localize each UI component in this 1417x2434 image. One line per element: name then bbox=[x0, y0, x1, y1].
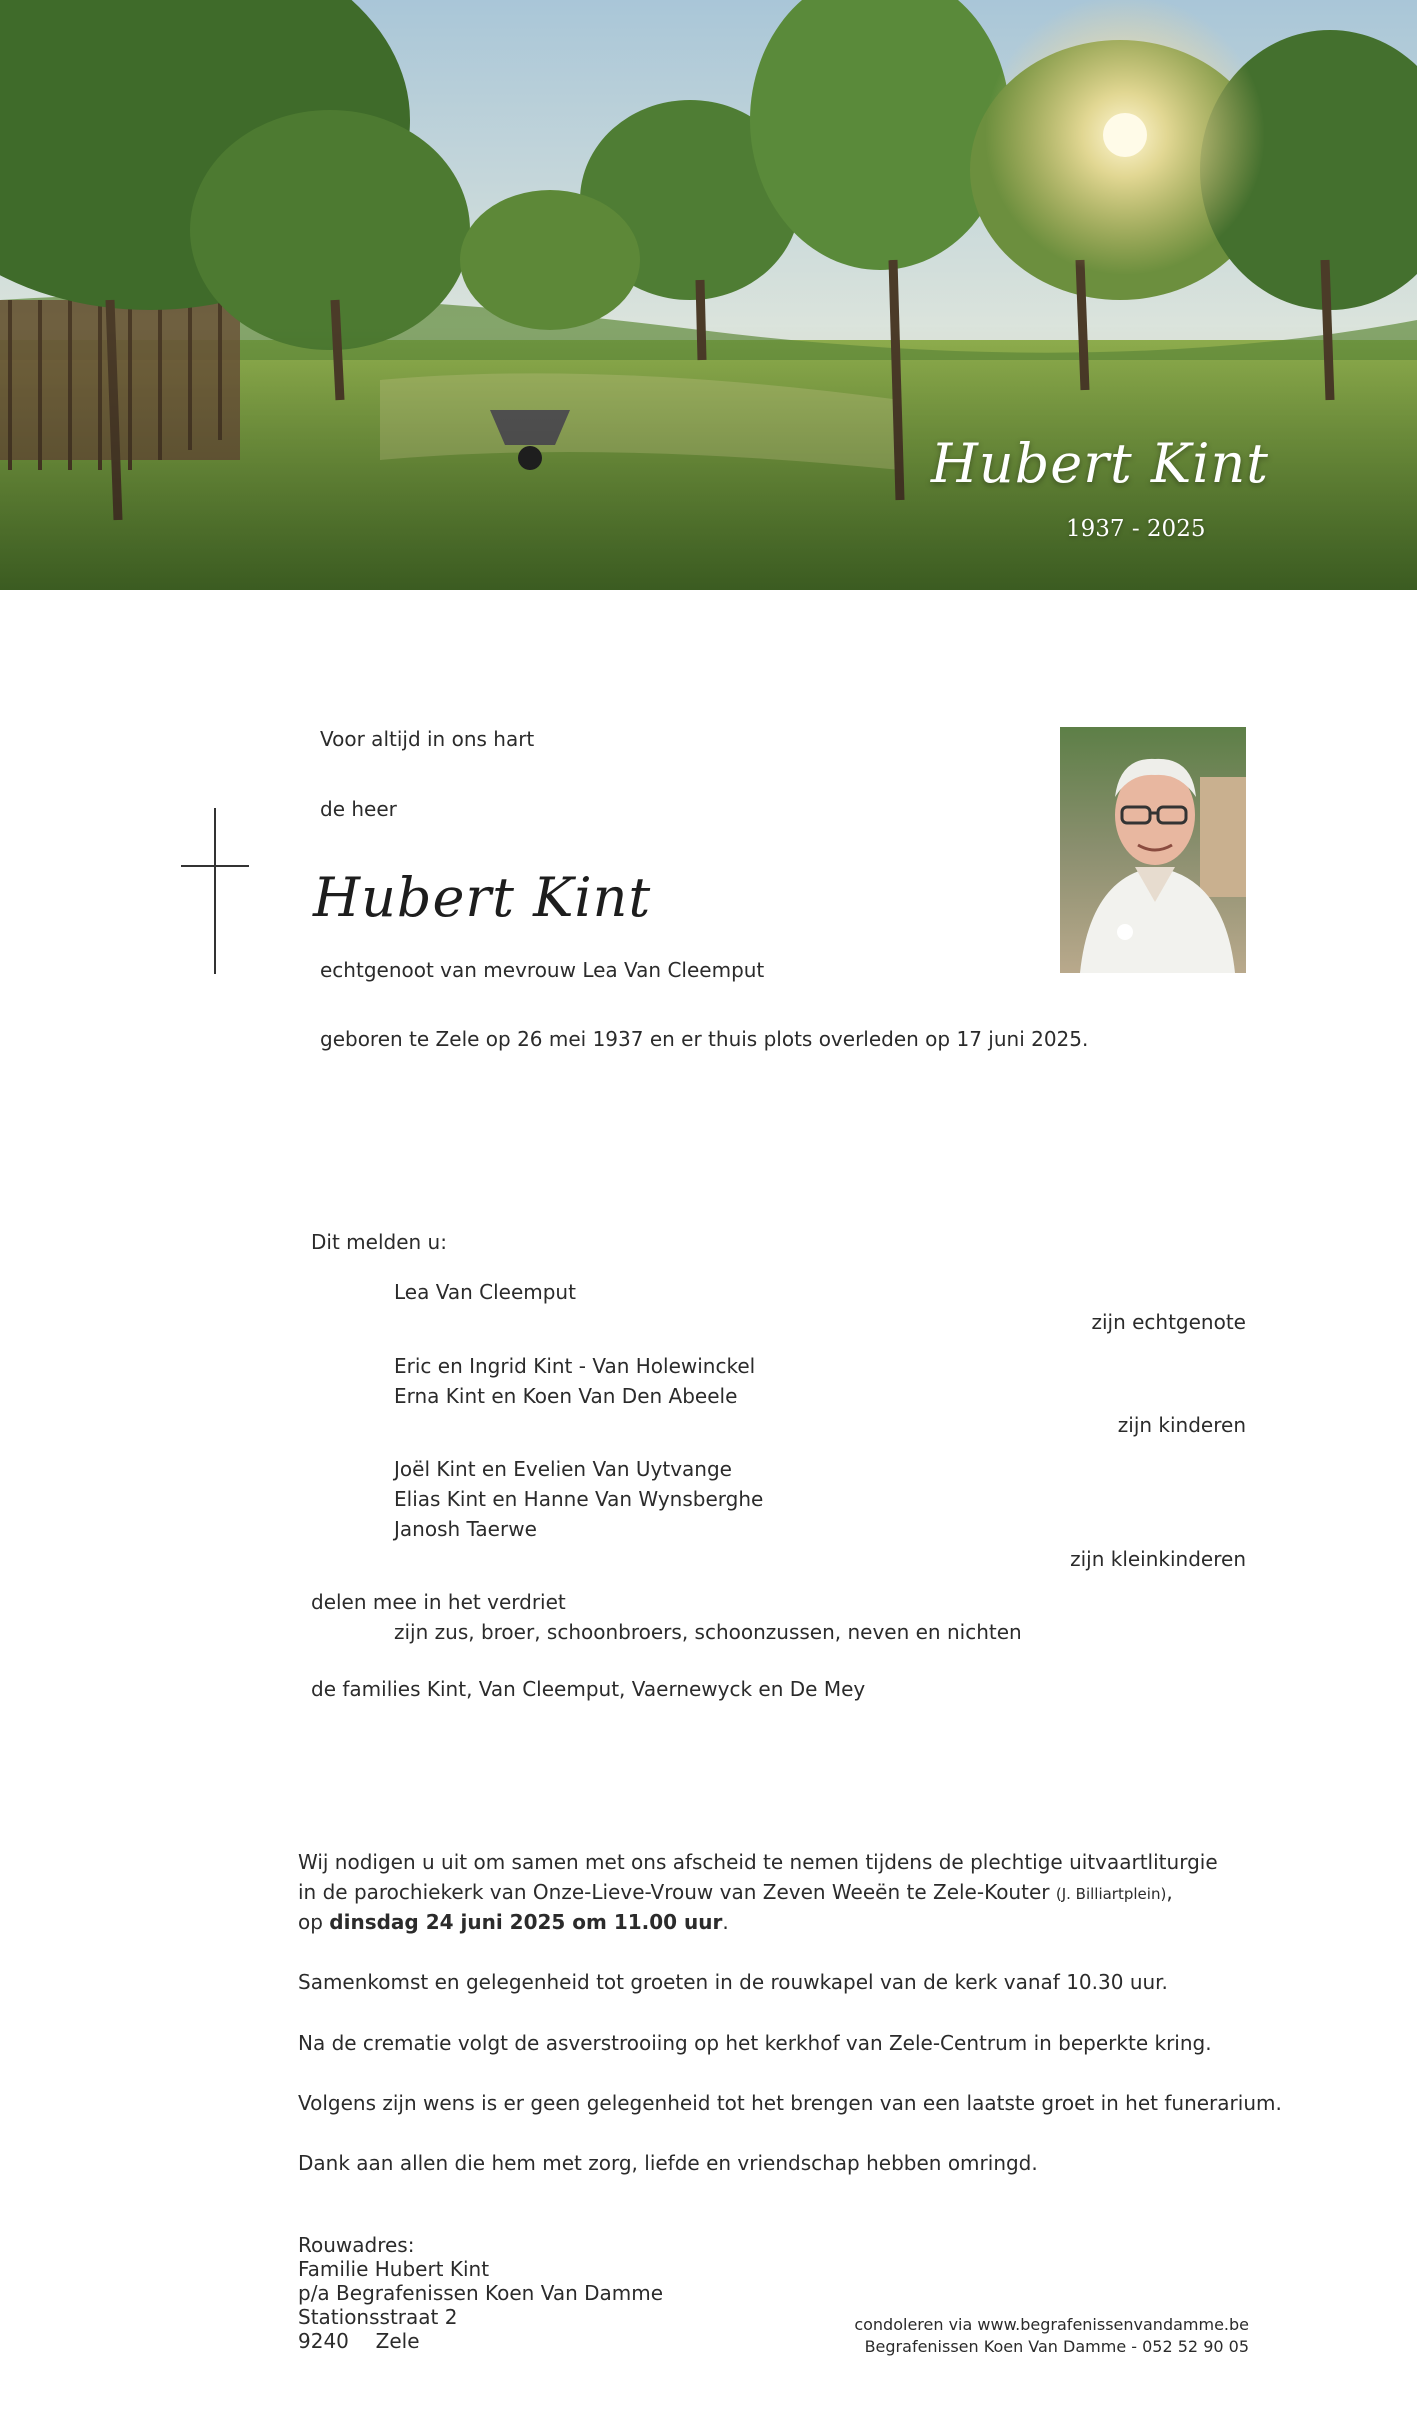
invitation-line-3-end: . bbox=[722, 1910, 729, 1934]
banner-name: Hubert Kint bbox=[930, 432, 1269, 495]
memorial-motto: Voor altijd in ons hart bbox=[320, 727, 535, 751]
invitation-church: in de parochiekerk van Onze-Lieve-Vrouw van Zeven Weeën te Zele-Kouter bbox=[298, 1880, 1050, 1904]
portrait-photo bbox=[1060, 727, 1246, 973]
families-line: de families Kint, Van Cleemput, Vaernewyck en De Mey bbox=[311, 1677, 866, 1701]
cross-icon bbox=[214, 808, 216, 974]
address-city-line bbox=[298, 2329, 663, 2353]
deceased-name: Hubert Kint bbox=[313, 866, 652, 929]
spouse-name: Lea Van Cleemput bbox=[394, 1280, 576, 1304]
garden-landscape-image bbox=[0, 0, 1417, 590]
banner-photo bbox=[0, 0, 1417, 590]
cross-icon-bar bbox=[181, 865, 249, 867]
address-line-3: Stationsstraat 2 bbox=[298, 2305, 458, 2329]
grandchild-name: Janosh Taerwe bbox=[394, 1517, 537, 1541]
children-role: zijn kinderen bbox=[1117, 1413, 1246, 1437]
address-line-1: Familie Hubert Kint bbox=[298, 2257, 490, 2281]
mourning-address bbox=[298, 2233, 663, 2353]
invitation-date-prefix: op bbox=[298, 1910, 323, 1934]
invitation-line-3 bbox=[298, 1912, 729, 1932]
spouse-role: zijn echtgenote bbox=[1091, 1310, 1246, 1334]
gathering-line: Samenkomst en gelegenheid tot groeten in de rouwkapel van de kerk vanaf 10.30 uur. bbox=[298, 1970, 1168, 1994]
address-line-2: p/a Begrafenissen Koen Van Damme bbox=[298, 2281, 664, 2305]
spouse-line: echtgenoot van mevrouw Lea Van Cleemput bbox=[320, 958, 765, 982]
wish-line: Volgens zijn wens is er geen gelegenheid tot het brengen van een laatste groet in het funerarium. bbox=[298, 2091, 1282, 2115]
condolence-link[interactable]: condoleren via www.begrafenissenvandamme.be bbox=[854, 2315, 1249, 2334]
portrait-image bbox=[1060, 727, 1246, 973]
invitation-date: dinsdag 24 juni 2025 om 11.00 uur bbox=[329, 1910, 723, 1934]
share-heading: delen mee in het verdriet bbox=[311, 1590, 566, 1614]
cremation-line: Na de crematie volgt de asverstrooiing op het kerkhof van Zele-Centrum in beperkte kring. bbox=[298, 2031, 1212, 2055]
honorific: de heer bbox=[320, 797, 397, 821]
child-name: Eric en Ingrid Kint - Van Holewinckel bbox=[394, 1354, 756, 1378]
address-city: Zele bbox=[375, 2329, 420, 2353]
undertaker-info: Begrafenissen Koen Van Damme - 052 52 90 05 bbox=[864, 2337, 1249, 2356]
invitation-line-2 bbox=[298, 1882, 1173, 1902]
grandchild-name: Joël Kint en Evelien Van Uytvange bbox=[394, 1457, 732, 1481]
family-heading: Dit melden u: bbox=[311, 1230, 447, 1254]
invitation-church-note: (J. Billiartplein) bbox=[1055, 1885, 1167, 1903]
birth-death-line: geboren te Zele op 26 mei 1937 en er thuis plots overleden op 17 juni 2025. bbox=[320, 1027, 1089, 1051]
invitation-line-2-end: , bbox=[1166, 1880, 1173, 1904]
address-label: Rouwadres: bbox=[298, 2233, 415, 2257]
thanks-line: Dank aan allen die hem met zorg, liefde en vriendschap hebben omringd. bbox=[298, 2151, 1038, 2175]
grandchildren-role: zijn kleinkinderen bbox=[1070, 1547, 1246, 1571]
banner-years: 1937 - 2025 bbox=[1066, 516, 1206, 542]
child-name: Erna Kint en Koen Van Den Abeele bbox=[394, 1384, 738, 1408]
grandchild-name: Elias Kint en Hanne Van Wynsberghe bbox=[394, 1487, 764, 1511]
invitation-line-1: Wij nodigen u uit om samen met ons afscheid te nemen tijdens de plechtige uitvaartliturgie bbox=[298, 1850, 1218, 1874]
address-postcode: 9240 bbox=[298, 2329, 349, 2353]
relatives-line: zijn zus, broer, schoonbroers, schoonzussen, neven en nichten bbox=[394, 1620, 1022, 1644]
